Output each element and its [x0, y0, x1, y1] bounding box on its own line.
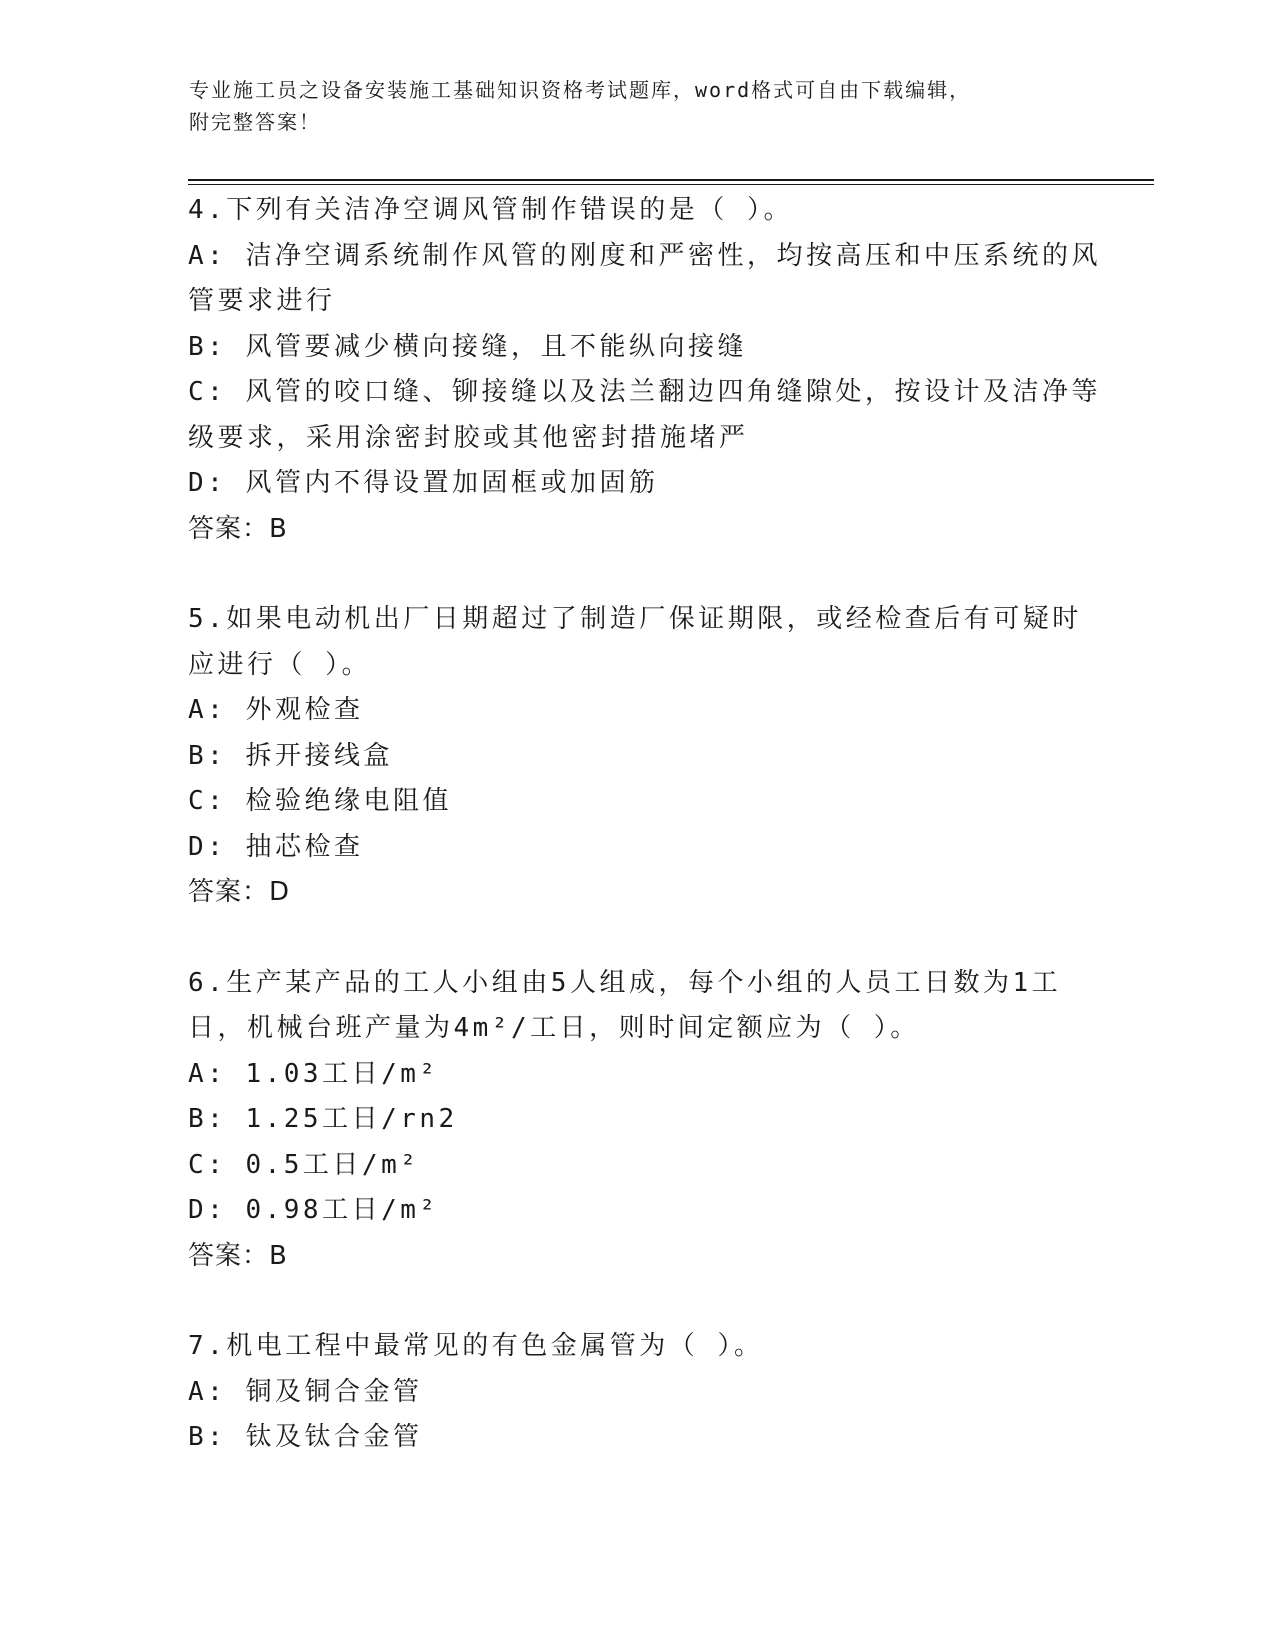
option-a: A: 铜及铜合金管 — [188, 1376, 423, 1407]
answer: 答案：B — [188, 1240, 288, 1271]
option-b: B: 1.25工日/rn2 — [188, 1104, 458, 1134]
header-line-2: 附完整答案！ — [189, 110, 321, 134]
option-a: A: 洁净空调系统制作风管的刚度和严密性，均按高压和中压系统的风 — [188, 240, 1101, 271]
question-7 — [188, 1324, 1088, 1461]
document-header — [189, 74, 1089, 138]
question-stem: 7.机电工程中最常见的有色金属管为（ ）。 — [188, 1331, 764, 1361]
option-c: C: 0.5工日/m² — [188, 1149, 420, 1180]
option-a-continued: 管要求进行 — [188, 286, 336, 316]
option-c: C: 检验绝缘电阻值 — [188, 786, 452, 816]
question-5 — [188, 597, 1088, 916]
answer: 答案：B — [188, 513, 288, 544]
option-d: D: 风管内不得设置加固框或加固筋 — [188, 468, 659, 498]
question-list — [188, 188, 1101, 1506]
header-divider-thick — [188, 179, 1154, 181]
option-b: B: 钛及钛合金管 — [188, 1422, 423, 1452]
question-stem-continued: 应进行（ ）。 — [188, 649, 372, 680]
option-a: A: 1.03工日/m² — [188, 1058, 439, 1089]
question-stem: 4.下列有关洁净空调风管制作错误的是（ ）。 — [188, 195, 793, 225]
question-stem: 6.生产某产品的工人小组由5人组成，每个小组的人员工日数为1工 — [188, 967, 1062, 998]
option-d: D: 抽芯检查 — [188, 831, 364, 862]
option-c-continued: 级要求，采用涂密封胶或其他密封措施堵严 — [188, 422, 749, 453]
header-divider-thin — [188, 184, 1154, 185]
question-6 — [188, 961, 1088, 1280]
answer: 答案：D — [188, 877, 291, 907]
option-d: D: 0.98工日/m² — [188, 1195, 439, 1225]
question-stem: 5.如果电动机出厂日期超过了制造厂保证期限，或经检查后有可疑时 — [188, 604, 1082, 634]
question-stem-continued: 日，机械台班产量为4m²/工日，则时间定额应为（ ）。 — [188, 1013, 920, 1043]
question-4 — [188, 188, 1101, 552]
option-b: B: 风管要减少横向接缝，且不能纵向接缝 — [188, 331, 747, 362]
header-line-1: 专业施工员之设备安装施工基础知识资格考试题库，word格式可自由下载编辑， — [189, 78, 972, 102]
option-b: B: 拆开接线盒 — [188, 740, 393, 771]
option-c: C: 风管的咬口缝、铆接缝以及法兰翻边四角缝隙处，按设计及洁净等 — [188, 377, 1101, 407]
option-a: A: 外观检查 — [188, 695, 364, 725]
